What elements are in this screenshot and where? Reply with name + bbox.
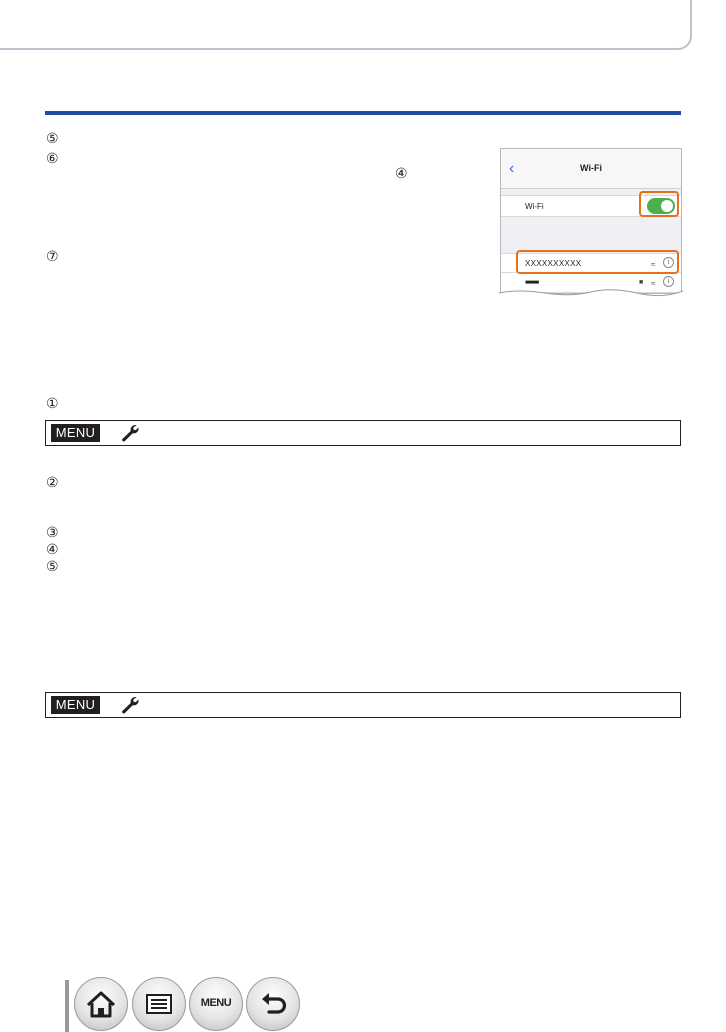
menu-badge: MENU — [51, 424, 100, 442]
footer-divider — [65, 980, 69, 1032]
phone-nav-bar — [501, 149, 681, 189]
phone-screen-title: Wi-Fi — [580, 163, 602, 173]
step-7-marker: ⑦ — [46, 248, 59, 264]
chevron-left-icon: ‹ — [509, 160, 515, 177]
back-button[interactable] — [246, 977, 300, 1031]
torn-edge — [499, 287, 683, 299]
menu-path-bar — [45, 420, 681, 446]
masked-network-name: ■■■■■ — [525, 280, 539, 286]
info-icon: i — [663, 257, 674, 268]
step-2-marker: ② — [46, 474, 59, 490]
section-rule — [45, 111, 681, 115]
return-arrow-icon — [247, 978, 299, 1030]
menu-button[interactable] — [189, 977, 243, 1031]
header-tab — [0, 0, 692, 50]
step-4-reference: ④ — [395, 165, 408, 181]
step-3-marker: ③ — [46, 524, 59, 540]
list-icon — [133, 978, 185, 1030]
menu-badge: MENU — [51, 696, 100, 714]
info-icon: i — [663, 276, 674, 287]
home-button[interactable] — [74, 977, 128, 1031]
step-1-marker: ① — [46, 395, 59, 411]
home-icon — [75, 978, 127, 1030]
wifi-row-label: Wi-Fi — [525, 202, 544, 211]
wrench-icon — [120, 423, 142, 443]
step-5-marker: ⑤ — [46, 558, 59, 574]
step-5-marker: ⑤ — [46, 130, 59, 146]
menu-button-label: MENU — [200, 997, 232, 1009]
step-4-marker: ④ — [46, 541, 59, 557]
step-6-marker: ⑥ — [46, 150, 59, 166]
toggle-highlight-frame — [639, 191, 679, 217]
wifi-signal-icon: ≈ — [651, 260, 656, 269]
wrench-icon — [120, 695, 142, 715]
lock-icon: ■ — [639, 279, 644, 286]
wifi-signal-icon: ≈ — [651, 279, 656, 288]
network-highlight-frame — [516, 250, 679, 274]
contents-button[interactable] — [132, 977, 186, 1031]
network-name: XXXXXXXXXX — [525, 259, 582, 268]
menu-path-bar — [45, 692, 681, 718]
